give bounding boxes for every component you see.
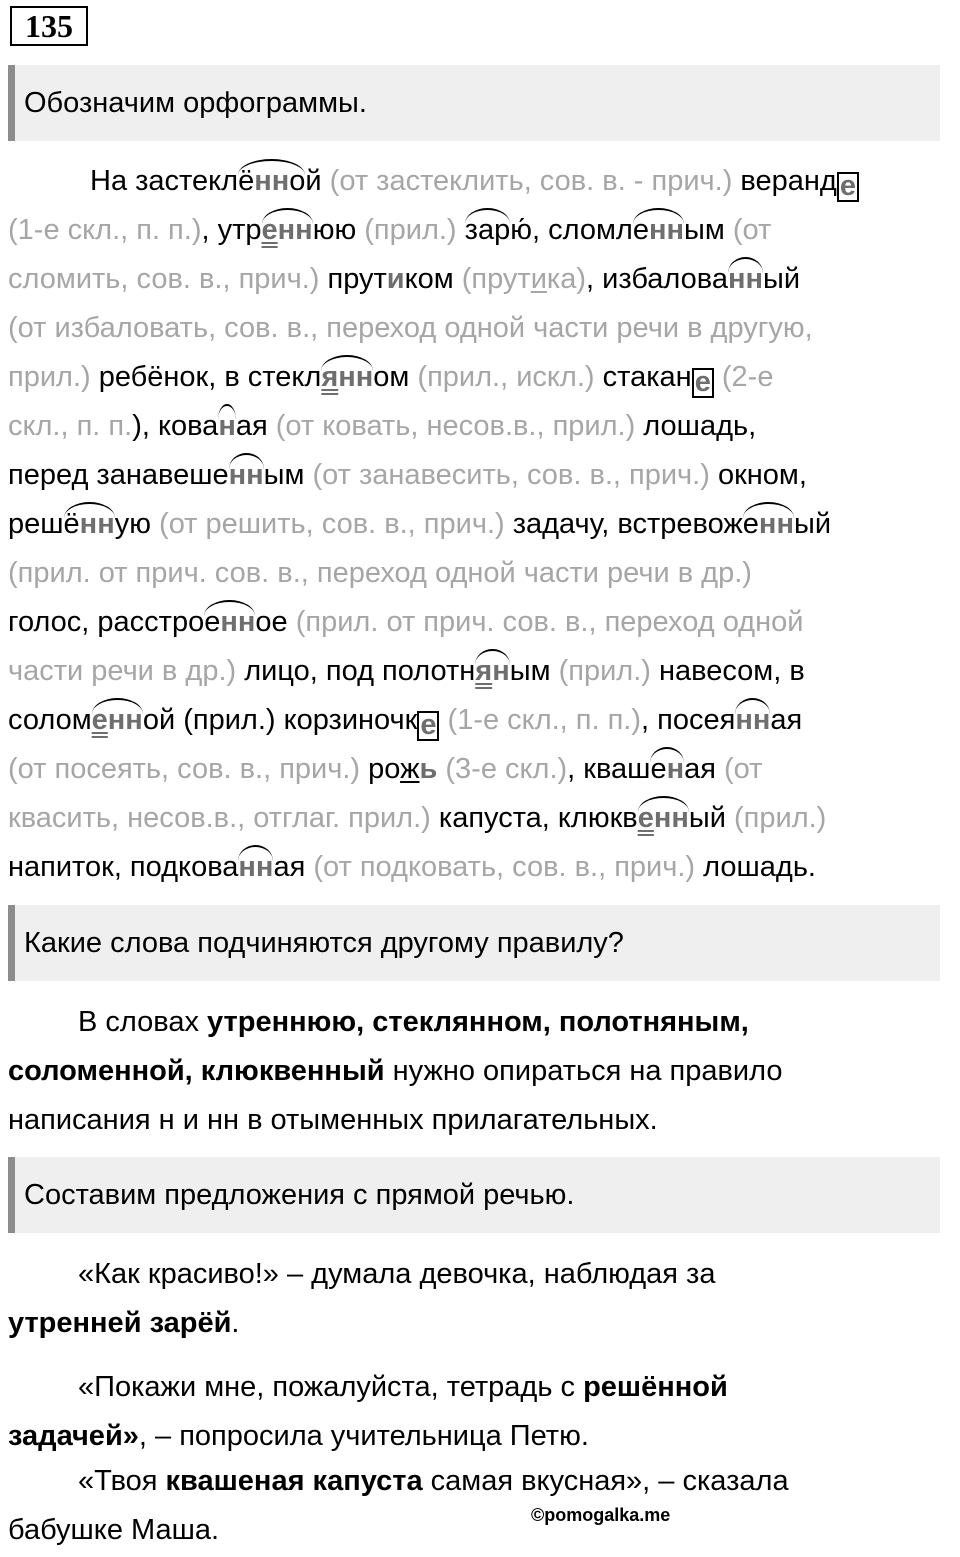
sentence-3-bold: квашеная капуста [165,1465,423,1497]
sentence-1-bold: утренней зарёй [8,1307,232,1339]
task-number: 135 [10,6,88,46]
rule-line-3: написания н и нн в отыменных прилагательных. [8,1104,658,1136]
rule-paragraph [8,998,953,1145]
sentence-2-bold-2: задачей» [8,1420,139,1452]
rule-words-2: соломенной, клюквенный [8,1055,385,1087]
site-credit: ©pomogalka.me [531,1505,671,1525]
sentence-1-end: . [231,1307,240,1339]
rule-pre: В словах [78,1006,208,1038]
sentence-2-line-1: «Покажи мне, пожалуйста, тетрадь с [78,1371,584,1403]
sentence-3-line-2: бабушке Маша. [8,1514,220,1546]
sentence-1-line-1: «Как красиво!» – думала девочка, наблюдая за [78,1258,716,1290]
sentence-3-start: «Твоя [78,1465,166,1497]
sentence-3-mid: самая вкусная», – сказала [422,1465,789,1497]
section-header-orthograms: Обозначим орфограммы. [8,65,940,141]
rule-words-1: утреннюю, стеклянном, полотняным, [207,1006,749,1038]
sentence-2-bold-1: решённой [583,1371,728,1403]
sentence-3 [8,1457,953,1555]
rule-post: нужно опираться на правило [384,1055,783,1087]
orthogram-text: На застеклённой (от застеклить, сов. в. - прич.) веранд е (1-е скл., п. п.), утреннюю (прил.) зарю́, сломленным (от сломить, сов. в., прич.) прутиком (прутика), избалованный (от избаловать, сов. в., переход одной части речи в другую, прил.) ребёнок, в стеклянном (прил., искл.) стакан е (2-е скл., п. п.), кованая (от ковать, несов.в., прил.) лошадь, перед занавешенным (от занавесить, сов. в., прич.) окном, решённую (от решить, сов. в., прич.) задачу, встревоженный (прил. от прич. сов. в., переход одной части речи в др.) голос, расстроенное (прил. от прич. сов. в., переход одной части речи в др.) лицо, под полотняным (прил.) навесом, в соломенной (прил.) корзиночк е (1-е скл., п. п.), посеянная (от посеять, сов. в., прич.) рожь (3-е скл.), квашеная (от квасить, несов.в., отглаг. прил.) капуста, клюквенный (прил.) напиток, подкованная (от подковать, сов. в., прич.) лошадь. [8,157,953,892]
section-header-rule: Какие слова подчиняются другому правилу? [8,905,940,981]
sentence-2-end: , – попросила учительница Петю. [138,1420,589,1452]
sentence-2 [8,1363,953,1461]
section-header-sentences: Составим предложения с прямой речью. [8,1157,940,1233]
sentence-1 [8,1250,953,1348]
